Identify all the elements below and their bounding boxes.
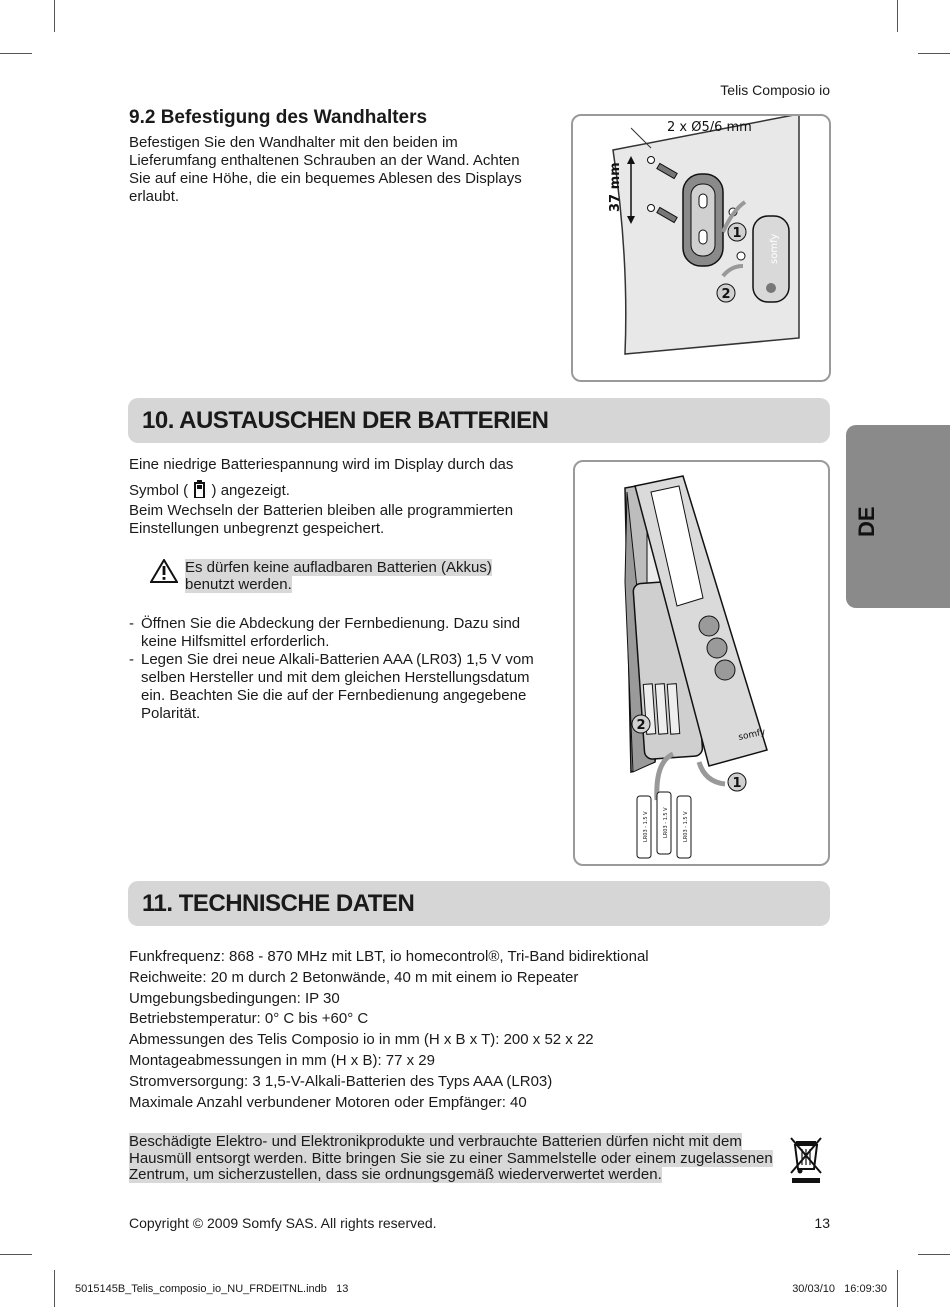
copyright: Copyright © 2009 Somfy SAS. All rights reserved.: [129, 1215, 437, 1231]
step-1-label: 1: [732, 776, 742, 791]
text-line: Einstellungen unbegrenzt gespeichert.: [129, 520, 385, 537]
spec-line: Umgebungsbedingungen: IP 30: [129, 989, 340, 1007]
brand-label: somfy: [737, 727, 767, 743]
crop-mark: [897, 0, 898, 32]
section-title: 10. AUSTAUSCHEN DER BATTERIEN: [142, 407, 549, 434]
step-2-label: 2: [721, 287, 731, 302]
section-11-bar: [128, 881, 830, 926]
crop-mark: [897, 1270, 898, 1307]
spec-line: Betriebstemperatur: 0° C bis +60° C: [129, 1010, 369, 1028]
svg-text:LR03 - 1.5 V: LR03 - 1.5 V: [663, 807, 669, 838]
spec-line: Montageabmessungen in mm (H x B): 77 x 29: [129, 1051, 435, 1069]
text-line: Öffnen Sie die Abdeckung der Fernbedienung. Dazu sind: [141, 615, 521, 632]
instruction-list: [129, 615, 569, 723]
text-line: [129, 480, 569, 500]
page-number: 13: [814, 1215, 830, 1231]
screw-size-label: 2 x Ø5/6 mm: [667, 120, 752, 135]
text-fragment: Symbol (: [129, 482, 189, 499]
crop-mark: [918, 53, 950, 54]
height-label: 37 mm: [608, 162, 623, 212]
battery-figure: [573, 460, 830, 866]
aaa-battery: [677, 796, 691, 858]
text-line: erlaubt.: [129, 188, 180, 205]
step-2-label: 2: [636, 718, 646, 733]
section-heading: 9.2 Befestigung des Wandhalters: [129, 107, 428, 128]
section-10-bar: [128, 398, 830, 443]
warning-line: benutzt werden.: [185, 576, 292, 593]
text-line: Befestigen Sie den Wandhalter mit den beiden im: [129, 134, 458, 151]
disposal-notice: [129, 1134, 779, 1184]
text-line: Eine niedrige Batteriespannung wird im Display durch das: [129, 456, 514, 473]
text-line: Beim Wechseln der Batterien bleiben alle programmierten: [129, 502, 514, 519]
list-dash: -: [129, 651, 134, 668]
print-slug-filename: 5015145B_Telis_composio_io_NU_FRDEITNL.indb 13: [75, 1283, 349, 1295]
warning-text: [185, 559, 525, 593]
text-line: Polarität.: [141, 705, 201, 722]
running-header: Telis Composio io: [720, 82, 830, 98]
warning-line: Es dürfen keine aufladbaren Batterien (Akkus): [185, 559, 492, 576]
wall-mount-illustration: [573, 116, 829, 380]
battery-illustration: [575, 462, 828, 864]
spec-line: Stromversorgung: 3 1,5-V-Alkali-Batterien des Typs AAA (LR03): [129, 1072, 553, 1090]
language-tab-label: DE: [854, 506, 879, 537]
text-fragment: ) angezeigt.: [211, 482, 290, 499]
spec-line: Abmessungen des Telis Composio io in mm (H x B x T): 200 x 52 x 22: [129, 1031, 594, 1049]
text-line: selben Hersteller und mit dem gleichen Herstellungsdatum: [141, 669, 530, 686]
crop-mark: [0, 53, 32, 54]
crop-mark: [54, 1270, 55, 1307]
spec-line: Reichweite: 20 m durch 2 Betonwände, 40 m mit einem io Repeater: [129, 968, 579, 986]
warning-icon: [150, 559, 178, 583]
list-item: [129, 615, 569, 651]
print-slug-datetime: 30/03/10 16:09:30: [792, 1283, 887, 1295]
list-dash: -: [129, 615, 134, 632]
section-paragraph: [129, 134, 522, 206]
section-title: 11. TECHNISCHE DATEN: [142, 890, 415, 917]
disposal-line: Beschädigte Elektro- und Elektronikprodukte und verbrauchte Batterien dürfen nicht mit dem: [129, 1133, 742, 1150]
crop-mark: [918, 1254, 950, 1255]
spec-list: [129, 947, 649, 1113]
spec-line: Maximale Anzahl verbundener Motoren oder Empfänger: 40: [129, 1093, 527, 1111]
spec-line: Funkfrequenz: 868 - 870 MHz mit LBT, io homecontrol®, Tri-Band bidirektional: [129, 948, 649, 965]
svg-text:LR03 - 1.5 V: LR03 - 1.5 V: [683, 811, 689, 842]
crop-mark: [54, 0, 55, 32]
crop-mark: [0, 1254, 32, 1255]
text-line: keine Hilfsmittel erforderlich.: [141, 633, 330, 650]
disposal-line: Zentrum, um sicherzustellen, dass sie ordnungsgemäß wiederverwertet werden.: [129, 1166, 662, 1183]
battery-icon: [194, 480, 205, 498]
text-line: ein. Beachten Sie die auf der Fernbedienung angegebene: [141, 687, 527, 704]
step-1-label: 1: [732, 226, 742, 241]
text-line: Legen Sie drei neue Alkali-Batterien AAA (LR03) 1,5 V vom: [141, 651, 534, 668]
weee-bin-icon: [788, 1135, 824, 1185]
text-line: Lieferumfang enthaltenen Schrauben an der Wand. Achten: [129, 152, 520, 169]
brand-label: somfy: [769, 233, 780, 264]
disposal-line: Hausmüll entsorgt werden. Bitte bringen Sie sie zu einer Sammelstelle oder einem zugelassenen: [129, 1149, 773, 1167]
aaa-battery: [657, 792, 671, 854]
list-item: [129, 651, 569, 723]
language-tab: [846, 425, 950, 608]
text-line: Sie auf eine Höhe, die ein bequemes Ablesen des Displays: [129, 170, 522, 187]
wall-mount-figure: [571, 114, 831, 382]
svg-text:LR03 - 1.5 V: LR03 - 1.5 V: [643, 811, 649, 842]
battery-intro: [129, 456, 569, 538]
aaa-battery: [637, 796, 651, 858]
